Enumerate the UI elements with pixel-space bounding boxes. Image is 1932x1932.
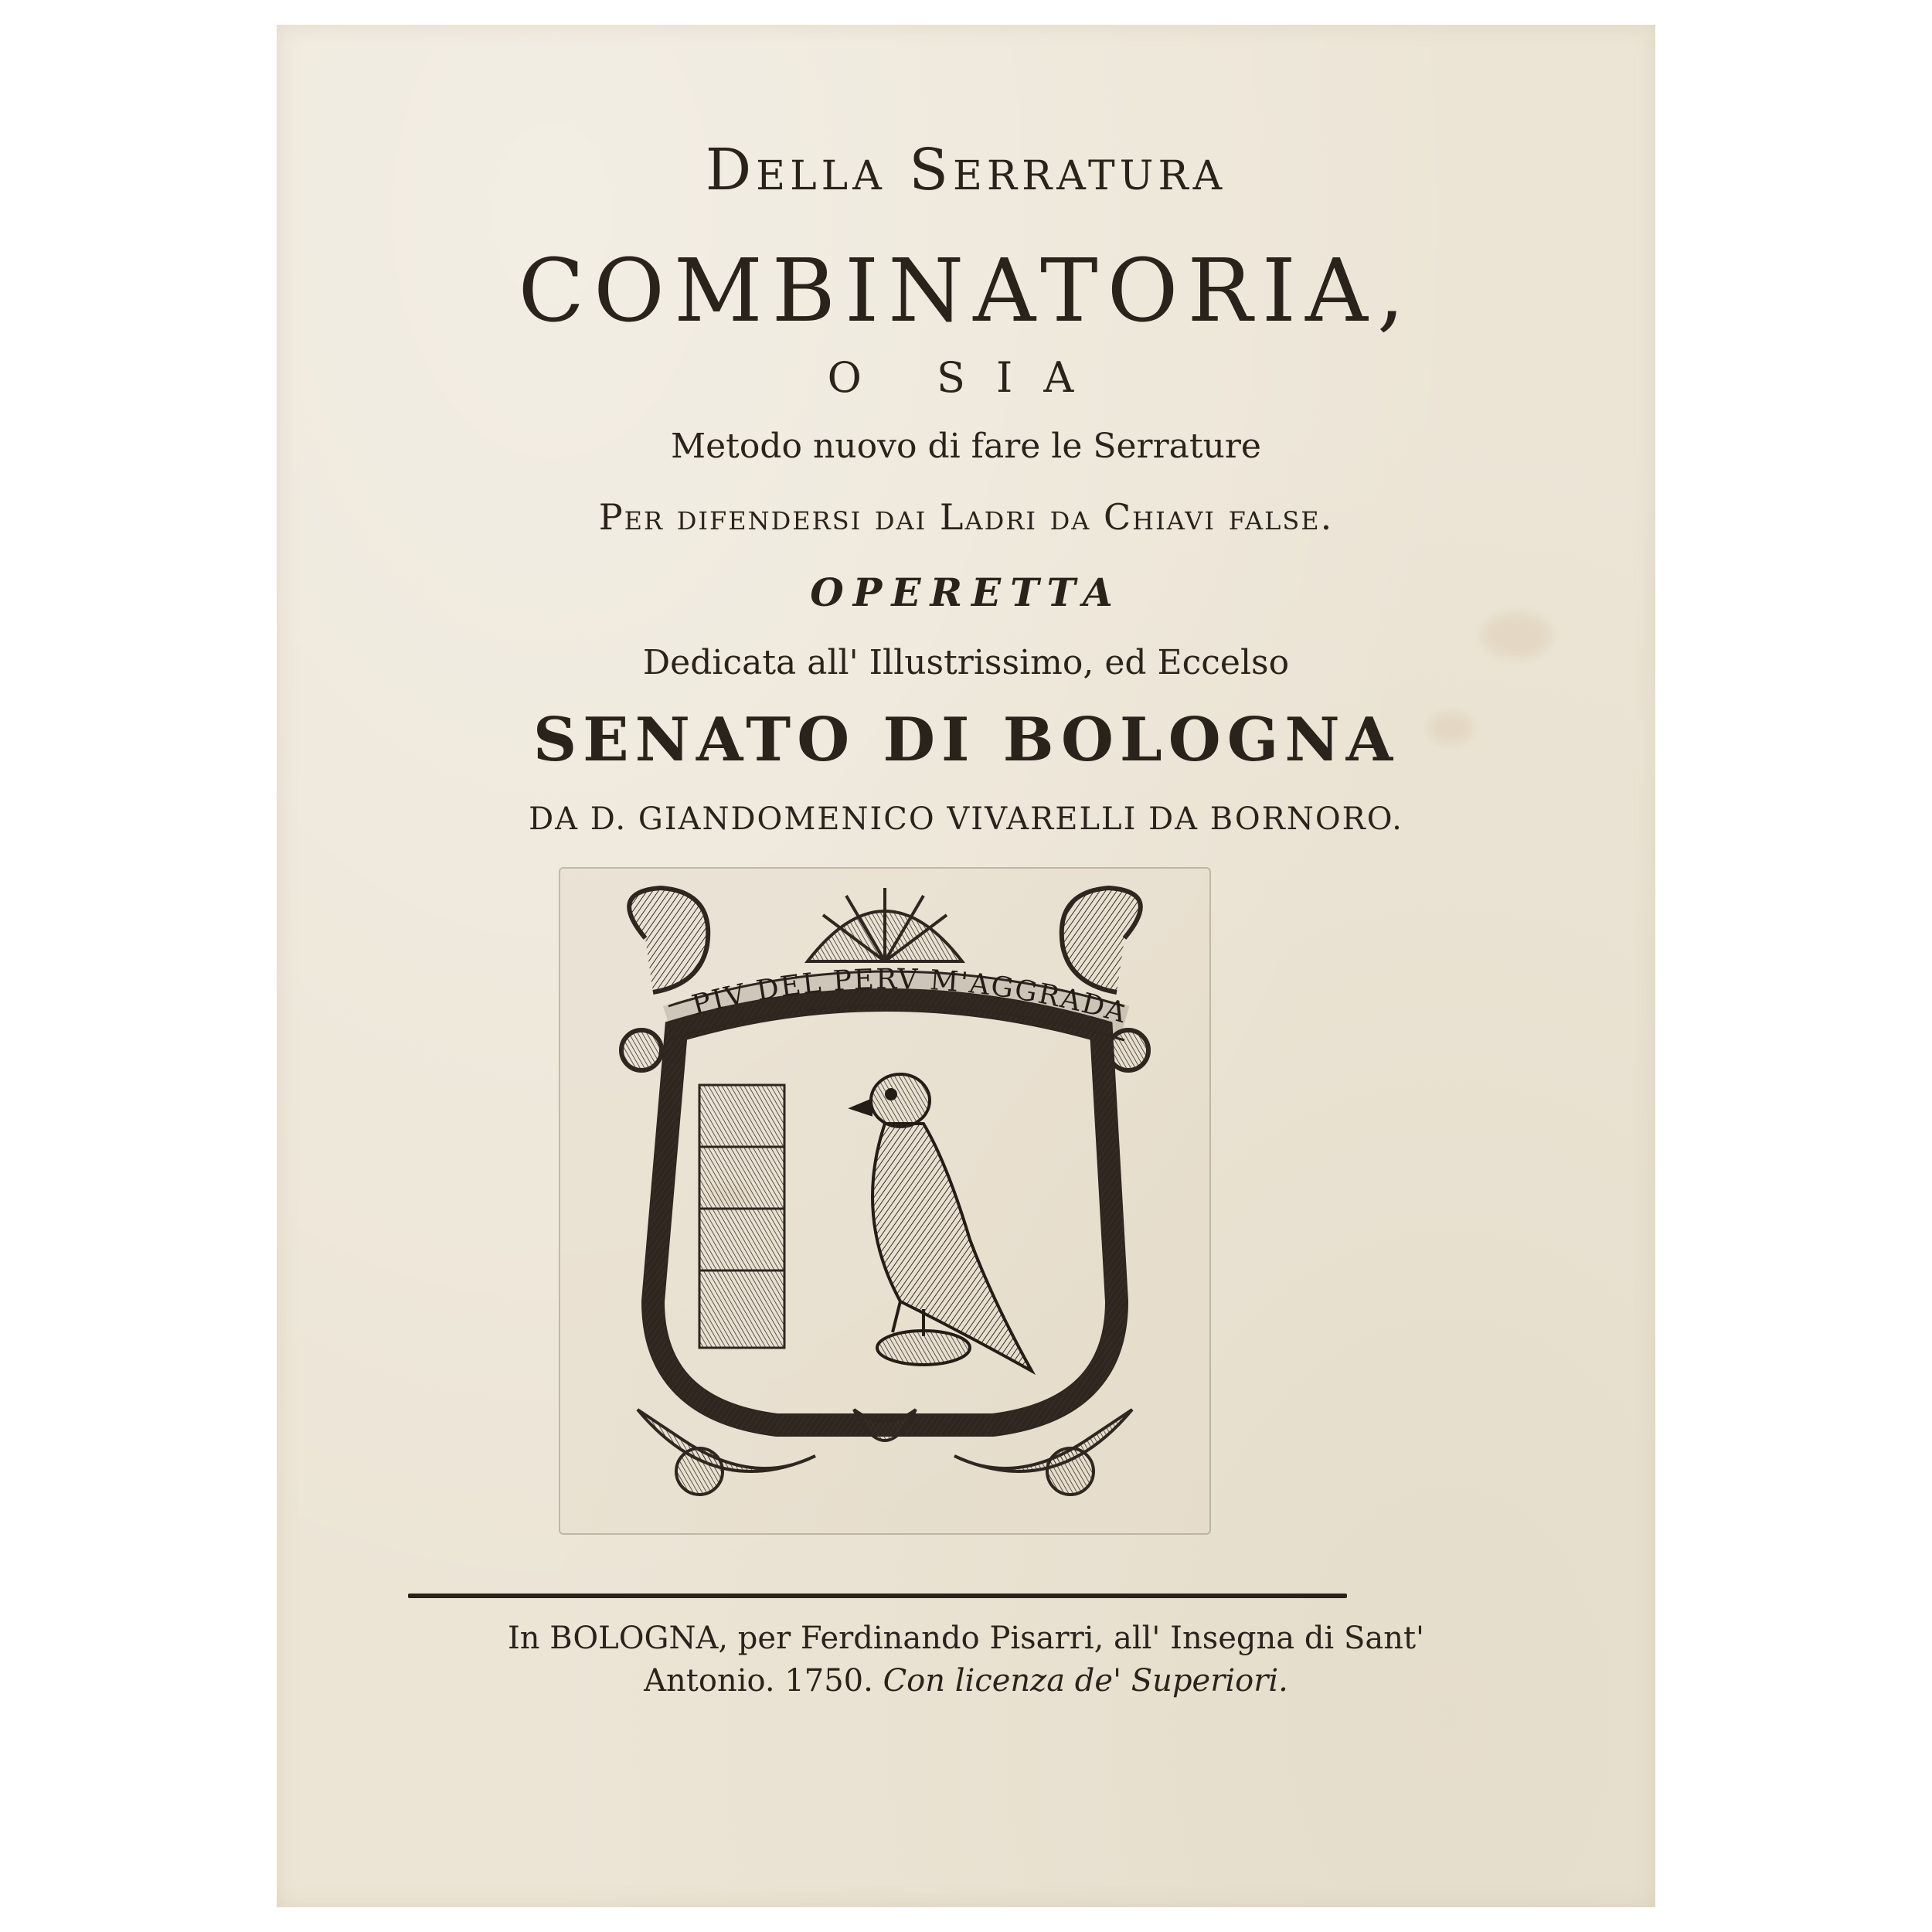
operetta-label: OPERETTA <box>810 570 1122 615</box>
emblem-motto: PIV DEL PERV M'AGGRADA <box>689 963 1131 1030</box>
title-line-della-serratura: Della Serratura <box>705 137 1227 203</box>
title-line-combinatoria: COMBINATORIA, <box>518 241 1414 342</box>
title-page <box>277 25 1655 1907</box>
imprint-date: Antonio. 1750. <box>644 1663 873 1699</box>
engraved-emblem-plate <box>559 867 1211 1535</box>
dedicatee-senato: SENATO DI BOLOGNA <box>532 705 1400 775</box>
author-line: DA D. GIANDOMENICO VIVARELLI DA BORNORO. <box>529 801 1403 837</box>
imprint-rule <box>408 1594 1347 1598</box>
falcon-crest-engraving-icon <box>560 869 1209 1533</box>
subtitle-ladri: Per difendersi dai Ladri da Chiavi false. <box>598 496 1334 538</box>
imprint-line-1: In BOLOGNA, per Ferdinando Pisarri, all' Insegna di Sant' <box>507 1621 1425 1656</box>
shell-ornament <box>808 888 962 961</box>
imprint-license: Con licenza de' Superiori. <box>883 1663 1288 1699</box>
dedication-line: Dedicata all' Illustrissimo, ed Eccelso <box>642 643 1290 682</box>
subtitle-metodo: Metodo nuovo di fare le Serrature <box>671 427 1261 466</box>
falcon-figure <box>852 1074 1032 1371</box>
imprint-line-2 <box>277 1663 1655 1699</box>
title-line-o-sia: O SIA <box>827 353 1105 402</box>
